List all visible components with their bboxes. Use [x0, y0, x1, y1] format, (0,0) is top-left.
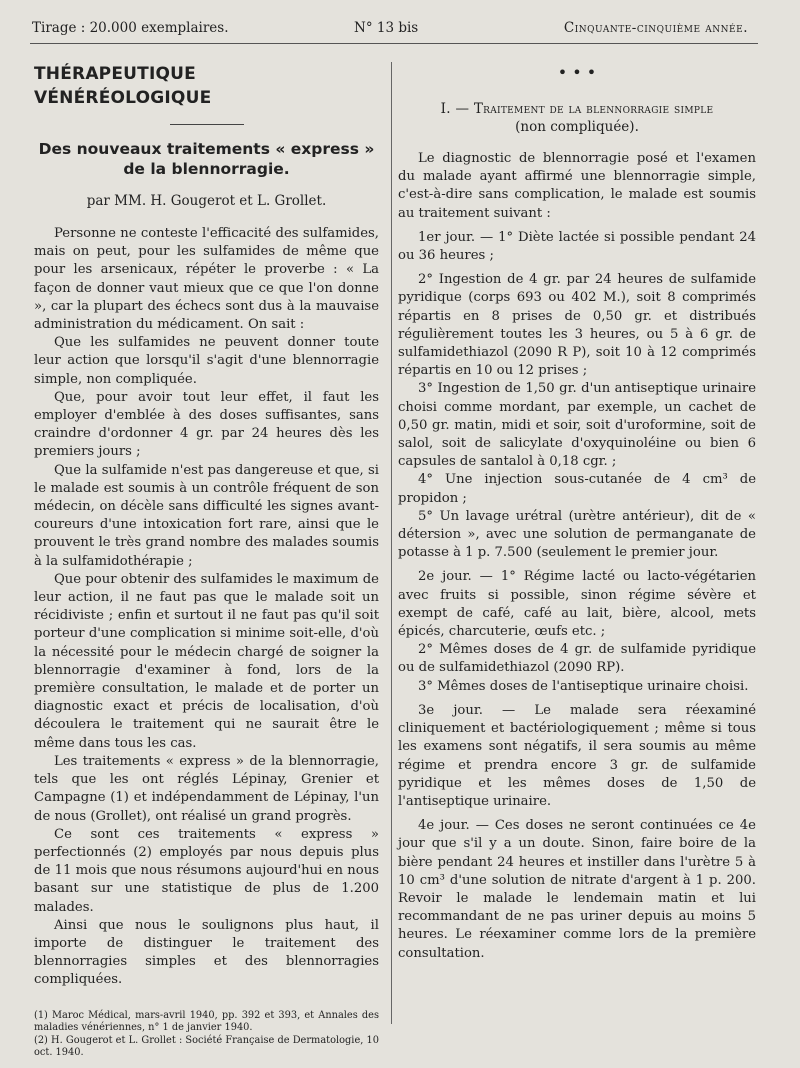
section-heading-line2: (non compliquée).	[515, 119, 639, 135]
article-title	[34, 139, 379, 179]
paragraph: Que pour obtenir des sulfamides le maximum de leur action, il ne faut pas que le malade soit un récidiviste ; enfin et surtout il ne faut pas qu'il soit porteur d'une complication si minime soit-elle, d'où la nécessité pour le médecin chargé de soigner la blennorragie d'examiner à fond, lors de la première consultation, le malade et de porter un diagnostic exact et précis de localisation, d'où découlera le traitement qui ne saurait être le même dans tous les cas.	[34, 571, 379, 751]
paragraph: 3e jour. — Le malade sera réexaminé cliniquement et bactériologiquement ; même si tous les examens sont négatifs, il sera soumis au même régime et prendra encore 3 gr. de sulfamide pyridique et les mêmes doses de 1,50 de l'antiseptique urinaire.	[398, 702, 756, 809]
ornament: • • •	[557, 63, 597, 82]
paragraph: 2° Ingestion de 4 gr. par 24 heures de sulfamide pyridique (corps 693 ou 402 M.), soit 8 comprimés répartis en 8 prises de 0,50 gr. et distribués régulièrement toutes les 3 heures, ou 5 à 6 gr. de sulfamidethiazol (2090 R P), soit 10 à 12 comprimés répartis en 10 ou 12 prises ;	[398, 272, 756, 379]
footnotes	[34, 1010, 379, 1060]
paragraph: Les traitements « express » de la blennorragie, tels que les ont réglés Lépinay, Grenier et Campagne (1) et indépendamment de Lépinay, l'un de nous (Grollet), ont réalisé un grand progrès.	[34, 753, 379, 824]
section-title: THÉRAPEUTIQUE VÉNÉRÉOLOGIQUE	[34, 64, 212, 108]
paragraph: 4° Une injection sous-cutanée de 4 cm³ de propidon ;	[398, 472, 756, 506]
paragraph: 2° Mêmes doses de 4 gr. de sulfamide pyridique ou de sulfamidethiazol (2090 RP).	[398, 642, 756, 676]
section-heading	[398, 100, 756, 136]
paragraph: 2e jour. — 1° Régime lacté ou lacto-végétarien avec fruits si possible, sinon régime sévère et exempt de café, café au lait, bière, alcool, mets épicés, charcuterie, œufs etc. ;	[398, 569, 756, 640]
paragraph: Le diagnostic de blennorragie posé et l'examen du malade ayant affirmé une blennorragie simple, c'est-à-dire sans complication, le malade est soumis au traitement suivant :	[398, 151, 756, 221]
column-divider	[391, 62, 392, 1024]
section-heading-line1: I. — Traitement de la blennorragie simple	[440, 101, 714, 117]
left-column	[34, 60, 379, 1060]
right-column	[398, 60, 756, 963]
page-header	[32, 18, 748, 42]
issue-number: N° 13 bis	[354, 20, 419, 36]
byline: par MM. H. Gougerot et L. Grollet.	[86, 193, 327, 209]
print-run-label: Tirage : 20.000 exemplaires.	[32, 20, 229, 36]
paragraph: Ainsi que nous le soulignons plus haut, il importe de distinguer le traitement des blennorragies simples et des blennorragies compliquées.	[34, 917, 379, 988]
footnote: (2) H. Gougerot et L. Grollet : Société Française de Dermatologie, 10 oct. 1940.	[34, 1034, 379, 1059]
paragraph: 5° Un lavage urétral (urètre antérieur), dit de « détersion », avec une solution de permanganate de potasse à 1 p. 7.500 (seulement le premier jour.	[398, 508, 756, 561]
paragraph: 4e jour. — Ces doses ne seront continuées ce 4e jour que s'il y a un doute. Sinon, faire boire de la bière pendant 24 heures et instiller dans l'urètre 5 à 10 cm³ d'une solution de nitrate d'argent à 1 p. 200. Revoir le malade le lendemain matin et lui recommandant de ne pas uriner depuis au moins 5 heures. Le réexaminer comme lors de la première consultation.	[398, 818, 756, 961]
paragraph: 1er jour. — 1° Diète lactée si possible pendant 24 ou 36 heures ;	[398, 229, 756, 264]
header-rule	[30, 43, 758, 44]
paragraph: 3° Mêmes doses de l'antiseptique urinaire choisi.	[418, 678, 749, 694]
paragraph: Que, pour avoir tout leur effet, il faut les employer d'emblée à des doses suffisantes, sans craindre d'ordonner 4 gr. par 24 heures dès les premiers jours ;	[34, 389, 379, 460]
paragraph: 3° Ingestion de 1,50 gr. d'un antiseptique urinaire choisi comme mordant, par exemple, un cachet de 0,50 gr. matin, midi et soir, soit d'uroformine, soit de salol, soit de salicylate d'oxyquinoléine ou bien 6 capsules de santalol à 0,18 cgr. ;	[398, 381, 756, 470]
paragraph: Personne ne conteste l'efficacité des sulfamides, mais on peut, pour les sulfamides de même que pour les arsenicaux, répéter le proverbe : « La façon de donner vaut mieux que ce que l'on donne », car la plupart des échecs sont dus à la mauvaise administration du médicament. On sait :	[34, 226, 379, 333]
paragraph: Que les sulfamides ne peuvent donner toute leur action que lorsqu'il s'agit d'une blennorragie simple, non compliquée.	[34, 335, 379, 387]
article-title-line2: de la blennorragie.	[123, 160, 290, 178]
paragraph: Ce sont ces traitements « express » perfectionnés (2) employés par nous depuis plus de 11 mois que nous résumons aujourd'hui en nous basant sur une statistique de plus de 1.200 malades.	[34, 826, 379, 915]
title-rule	[170, 124, 244, 125]
article-title-line1: Des nouveaux traitements « express »	[38, 140, 375, 158]
year-label: Cinquante-cinquième année.	[563, 20, 748, 36]
paragraph: Que la sulfamide n'est pas dangereuse et que, si le malade est soumis à un contrôle fréquent de son médecin, on décèle sans difficulté les signes avant-coureurs d'une intoxication fort rare, ainsi que le prouvent le très grand nombre des malades soumis à la sulfamidothérapie ;	[34, 462, 379, 569]
footnote: (1) Maroc Médical, mars-avril 1940, pp. 392 et 393, et Annales des maladies vénériennes, n° 1 de janvier 1940.	[34, 1009, 379, 1034]
